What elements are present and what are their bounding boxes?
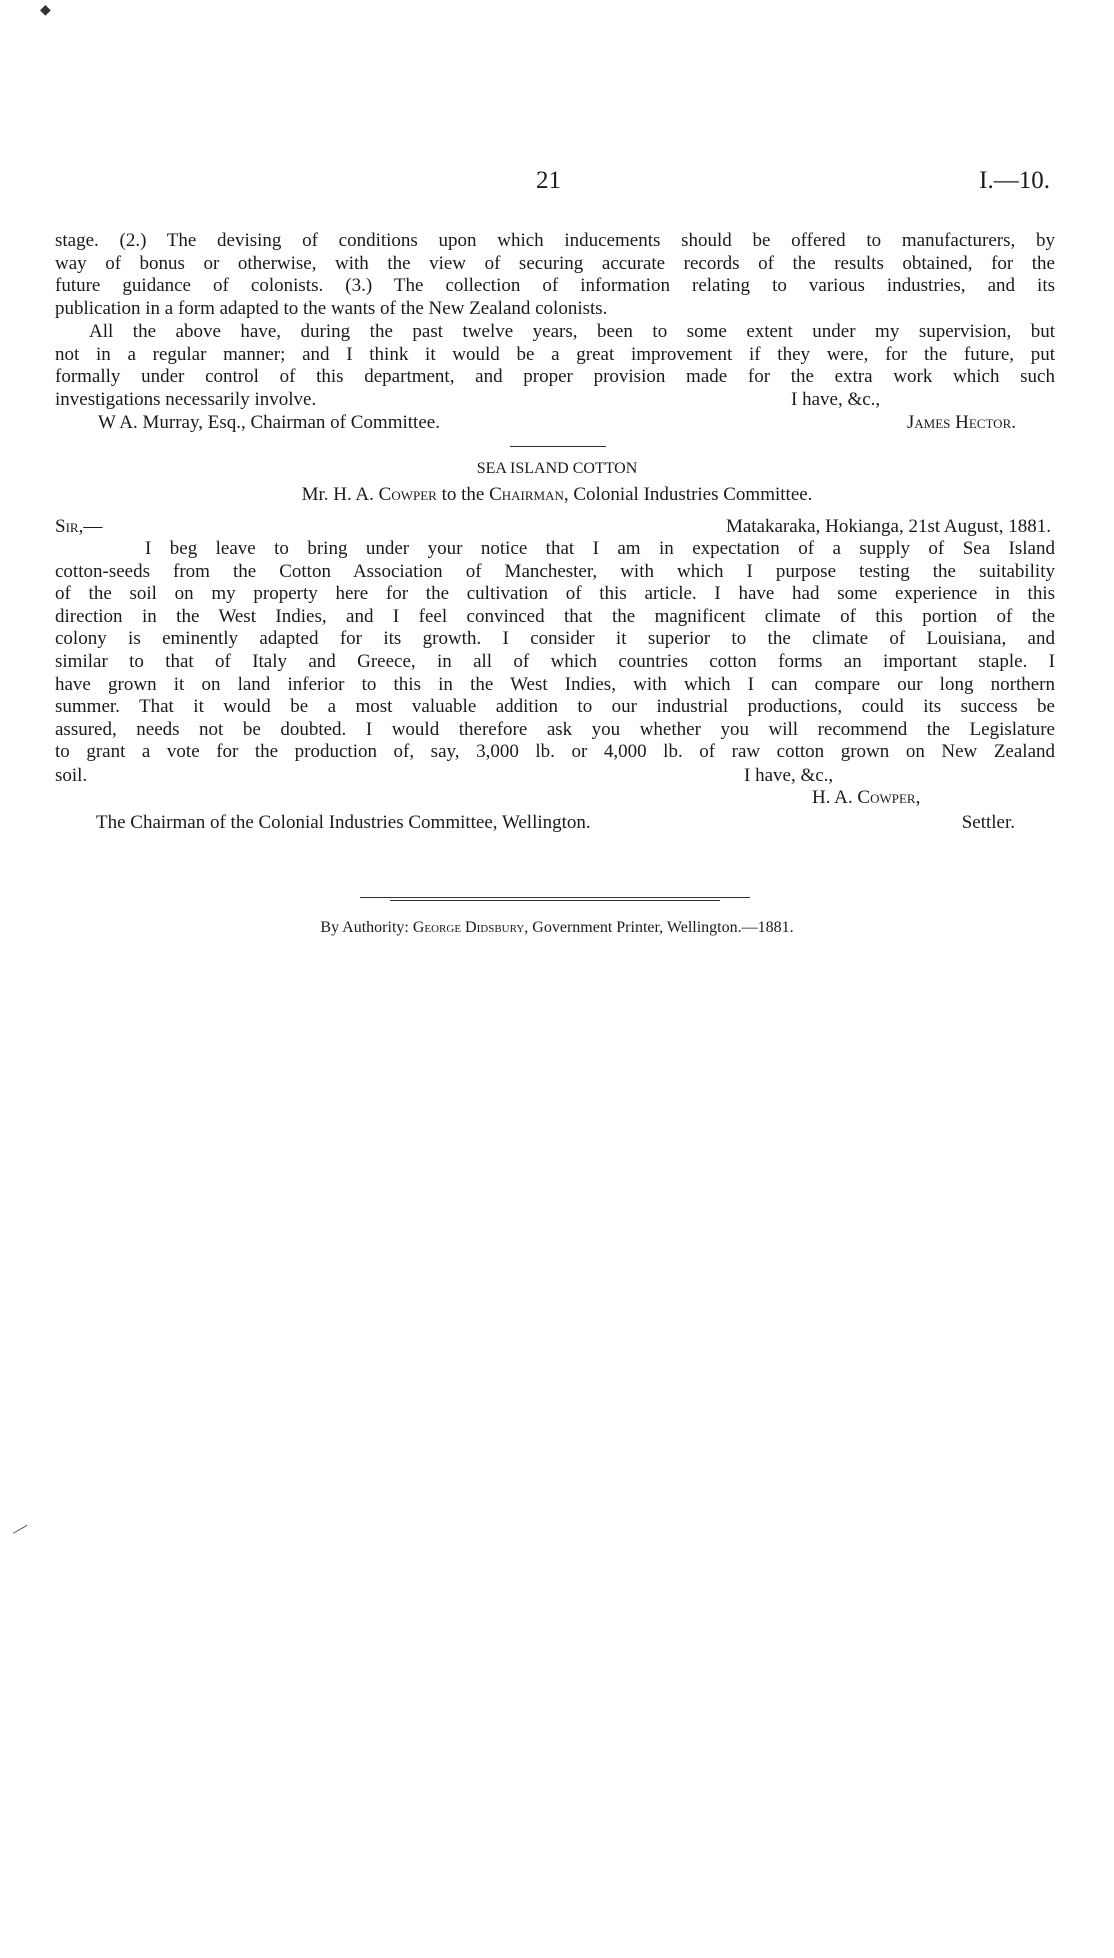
imprint-suffix: , Government Printer, Wellington.—1881. [524, 919, 794, 936]
letter1-closing: I have, &c., [791, 389, 881, 410]
letter1-signature: James Hector. [906, 412, 1016, 433]
letter1-paragraph1 [55, 230, 1055, 320]
printer-imprint [0, 917, 1114, 939]
letter2-salutation: Sir,— [55, 516, 103, 537]
letter2-body [55, 538, 1055, 764]
text-line: way of bonus or otherwise, with the view of securing accurate records of the results obtained, for the [55, 252, 1055, 274]
text-line: All the above have, during the past twelve years, been to some extent under my supervision, but [89, 321, 1055, 342]
paper-reference: I.—10. [979, 167, 1050, 194]
text-line: similar to that of Italy and Greece, in all of which countries cotton forms an important staple. I [55, 650, 1055, 672]
letter2-body-last-line: soil. [55, 765, 88, 786]
subtitle-name: Cowper [378, 484, 437, 505]
letter1-addressee: W A. Murray, Esq., Chairman of Committee. [98, 412, 440, 433]
text-line: summer. That it would be a most valuable addition to our industrial productions, could its success be [55, 696, 1055, 718]
text-line: of the soil on my property here for the cultivation of this article. I have had some experience in this [55, 583, 1055, 605]
letter2-closing: I have, &c., [744, 765, 834, 786]
subtitle-recipient: Chairman [489, 484, 564, 505]
letter1-paragraph2 [55, 321, 1055, 389]
subtitle-middle: to the [436, 484, 490, 505]
text-line: formally under control of this department, and proper provision made for the extra work which such [55, 366, 1055, 388]
scan-speck-mark: ◆ [40, 3, 51, 18]
footer-divider-inner [390, 900, 720, 901]
imprint-prefix: By Authority: [320, 919, 413, 936]
text-line: direction in the West Indies, and I feel convinced that the magnificent climate of this portion of the [55, 605, 1055, 627]
section-divider [510, 446, 606, 447]
text-line: not in a regular manner; and I think it would be a great improvement if they were, for the future, put [55, 343, 1055, 365]
scan-stroke-mark: — [8, 1517, 31, 1540]
text-line: assured, needs not be doubted. I would therefore ask you whether you will recommend the Legislature [55, 718, 1055, 740]
text-line: cotton-seeds from the Cotton Association of Manchester, with which I purpose testing the suitability [55, 560, 1055, 582]
section-title: SEA ISLAND COTTON [476, 460, 638, 477]
section-subtitle [0, 484, 1114, 506]
letter2-addressee: The Chairman of the Colonial Industries Committee, Wellington. [96, 812, 591, 833]
text-line: colony is eminently adapted for its growth. I consider it superior to the climate of Louisiana, and [55, 628, 1055, 650]
text-line: publication in a form adapted to the wants of the New Zealand colonists. [55, 297, 608, 319]
letter1-closing-line: investigations necessarily involve. [55, 389, 317, 410]
text-line: stage. (2.) The devising of conditions upon which inducements should be offered to manufacturers, by [55, 230, 1055, 251]
page-number: 21 [536, 167, 561, 194]
subtitle-suffix: , Colonial Industries Committee. [563, 484, 813, 505]
imprint-printer: George Didsbury [412, 919, 525, 936]
text-line: I beg leave to bring under your notice that I am in expectation of a supply of Sea Island [145, 538, 1055, 559]
letter2-signature: H. A. Cowper, [812, 787, 921, 808]
letter2-location-date: Matakaraka, Hokianga, 21st August, 1881. [725, 516, 1051, 537]
subtitle-prefix: Mr. H. A. [301, 484, 379, 505]
text-line: have grown it on land inferior to this in the West Indies, with which I can compare our long northern [55, 673, 1055, 695]
letter2-signatory-title: Settler. [961, 812, 1015, 833]
text-line: to grant a vote for the production of, say, 3,000 lb. or 4,000 lb. of raw cotton grown on New Zealand [55, 741, 1055, 763]
footer-divider [360, 897, 750, 898]
text-line: future guidance of colonists. (3.) The collection of information relating to various industries, and its [55, 275, 1055, 297]
